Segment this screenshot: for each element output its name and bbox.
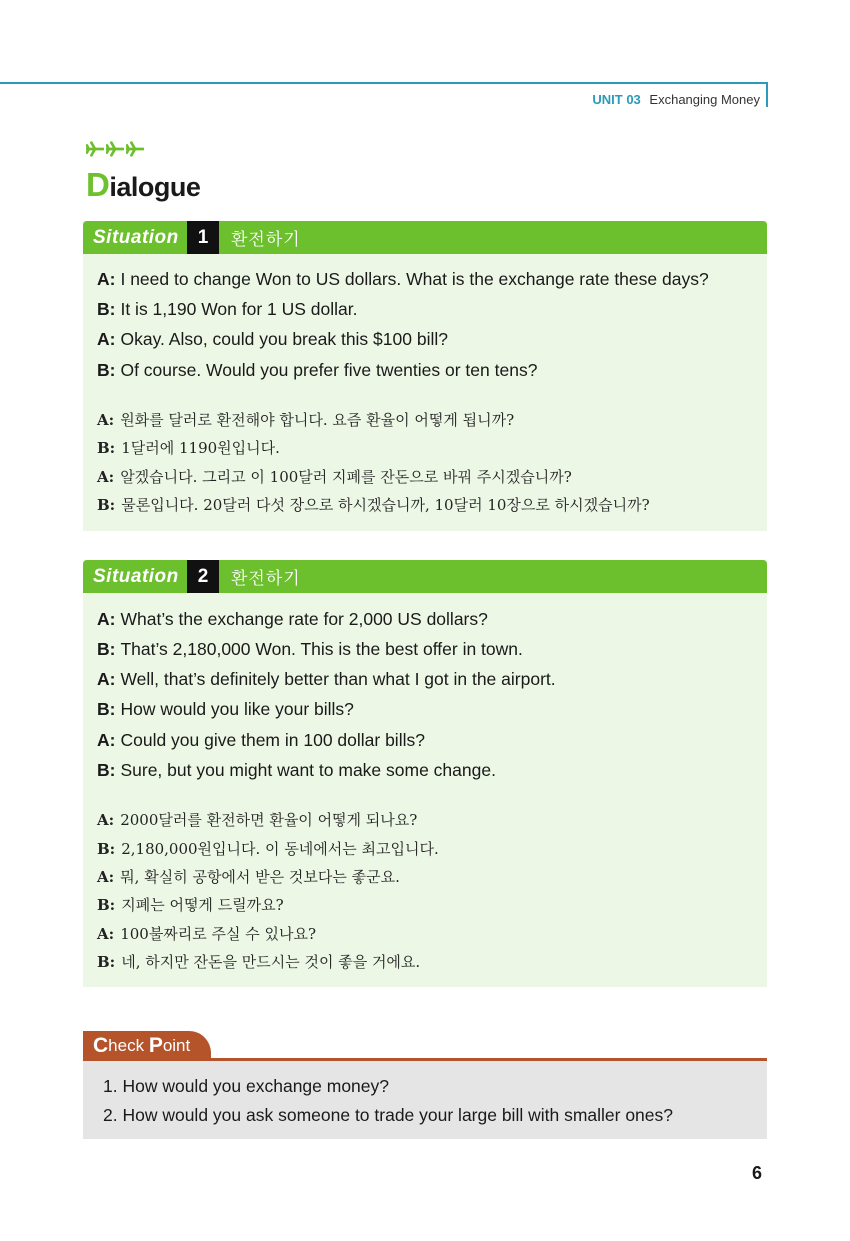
header-rule-end (766, 82, 768, 107)
situation-number: 1 (187, 221, 219, 254)
dialogue-line-kr (97, 894, 284, 915)
dialogue-line-en (97, 639, 523, 660)
line-text: What’s the exchange rate for 2,000 US dollars? (120, 609, 488, 629)
speaker: B: (97, 299, 116, 319)
speaker: A: (97, 468, 115, 486)
line-text: 물론입니다. 20달러 다섯 장으로 하시겠습니까, 10달러 10장으로 하시겠습니까? (121, 496, 650, 514)
dialogue-line-kr (97, 923, 316, 944)
dialogue-line-en (97, 299, 358, 320)
situation-1-header (83, 221, 767, 254)
dialogue-line-kr (97, 466, 572, 487)
title-rest: ialogue (109, 172, 201, 202)
situation-korean-title: 환전하기 (231, 569, 301, 588)
speaker: B: (97, 840, 116, 858)
unit-label: UNIT 03 (592, 92, 641, 107)
check-question: 2. How would you ask someone to trade your large bill with smaller ones? (103, 1105, 674, 1125)
header-rule (0, 82, 768, 84)
line-text: 원화를 달러로 환전해야 합니다. 요즘 환율이 어떻게 됩니까? (120, 411, 515, 429)
line-text: How would you like your bills? (120, 699, 354, 719)
line-text: Could you give them in 100 dollar bills? (120, 730, 425, 750)
speaker: B: (97, 699, 116, 719)
check-first-letter: C (93, 1034, 109, 1057)
dialogue-line-kr (97, 437, 280, 458)
dialogue-line-kr (97, 494, 650, 515)
line-text: 네, 하지만 잔돈을 만드시는 것이 좋을 거에요. (121, 953, 421, 971)
speaker: A: (97, 669, 116, 689)
dialogue-line-en (97, 269, 709, 290)
situation-label: Situation (93, 565, 179, 587)
page-number: 6 (752, 1163, 763, 1183)
dialogue-line-en (97, 669, 556, 690)
speaker: A: (97, 868, 115, 886)
speaker: A: (97, 730, 116, 750)
speaker: B: (97, 496, 116, 514)
dialogue-line-en (97, 699, 354, 720)
dialogue-line-kr (97, 951, 420, 972)
line-text: 2,180,000원입니다. 이 동네에서는 최고입니다. (121, 840, 439, 858)
speaker: A: (97, 925, 115, 943)
speaker: A: (97, 329, 116, 349)
dialogue-line-en (97, 609, 488, 630)
point-rest: oint (162, 1036, 191, 1055)
title-first-letter: D (86, 166, 110, 203)
line-text: 1달러에 1190원입니다. (121, 439, 280, 457)
dialogue-line-en (97, 360, 537, 381)
airplane-icon (106, 140, 124, 158)
speaker: B: (97, 896, 116, 914)
line-text: 알겠습니다. 그리고 이 100달러 지폐를 잔돈으로 바꿔 주시겠습니까? (120, 468, 572, 486)
situation-label: Situation (93, 226, 179, 248)
speaker: B: (97, 953, 116, 971)
dialogue-line-kr (97, 409, 514, 430)
line-text: 뭐, 확실히 공항에서 받은 것보다는 좋군요. (120, 868, 400, 886)
situation-number: 2 (187, 560, 219, 593)
line-text: It is 1,190 Won for 1 US dollar. (120, 299, 358, 319)
airplane-icons (86, 140, 144, 158)
speaker: B: (97, 439, 116, 457)
line-text: 100불짜리로 주실 수 있나요? (120, 925, 317, 943)
dialogue-line-kr (97, 809, 417, 830)
line-text: I need to change Won to US dollars. What is the exchange rate these days? (120, 269, 709, 289)
line-text: Okay. Also, could you break this $100 bill? (120, 329, 448, 349)
check-question: 1. How would you exchange money? (103, 1076, 390, 1096)
situation-2-header (83, 560, 767, 593)
speaker: B: (97, 760, 116, 780)
speaker: B: (97, 639, 116, 659)
section-title (86, 166, 200, 204)
situation-korean-title: 환전하기 (231, 230, 301, 249)
dialogue-line-en (97, 760, 496, 781)
speaker: A: (97, 609, 116, 629)
line-text: Sure, but you might want to make some change. (120, 760, 496, 780)
speaker: A: (97, 269, 116, 289)
speaker: B: (97, 360, 116, 380)
point-first-letter: P (148, 1034, 163, 1057)
check-point-box (83, 1061, 767, 1139)
situation-2-box (83, 560, 767, 987)
unit-title: Exchanging Money (649, 92, 760, 107)
situation-1-box (83, 221, 767, 531)
speaker: A: (97, 411, 115, 429)
line-text: 2000달러를 환전하면 환율이 어떻게 되나요? (120, 811, 418, 829)
airplane-icon (126, 140, 144, 158)
line-text: Of course. Would you prefer five twenties or ten tens? (120, 360, 538, 380)
unit-header (592, 92, 760, 107)
line-text: 지폐는 어떻게 드릴까요? (121, 896, 284, 914)
line-text: That’s 2,180,000 Won. This is the best offer in town. (120, 639, 523, 659)
dialogue-line-kr (97, 866, 400, 887)
dialogue-line-kr (97, 838, 439, 859)
line-text: Well, that’s definitely better than what I got in the airport. (120, 669, 556, 689)
airplane-icon (86, 140, 104, 158)
dialogue-line-en (97, 730, 425, 751)
check-rest: heck (108, 1036, 149, 1055)
check-point-tab (83, 1031, 211, 1061)
dialogue-line-en (97, 329, 448, 350)
speaker: A: (97, 811, 115, 829)
